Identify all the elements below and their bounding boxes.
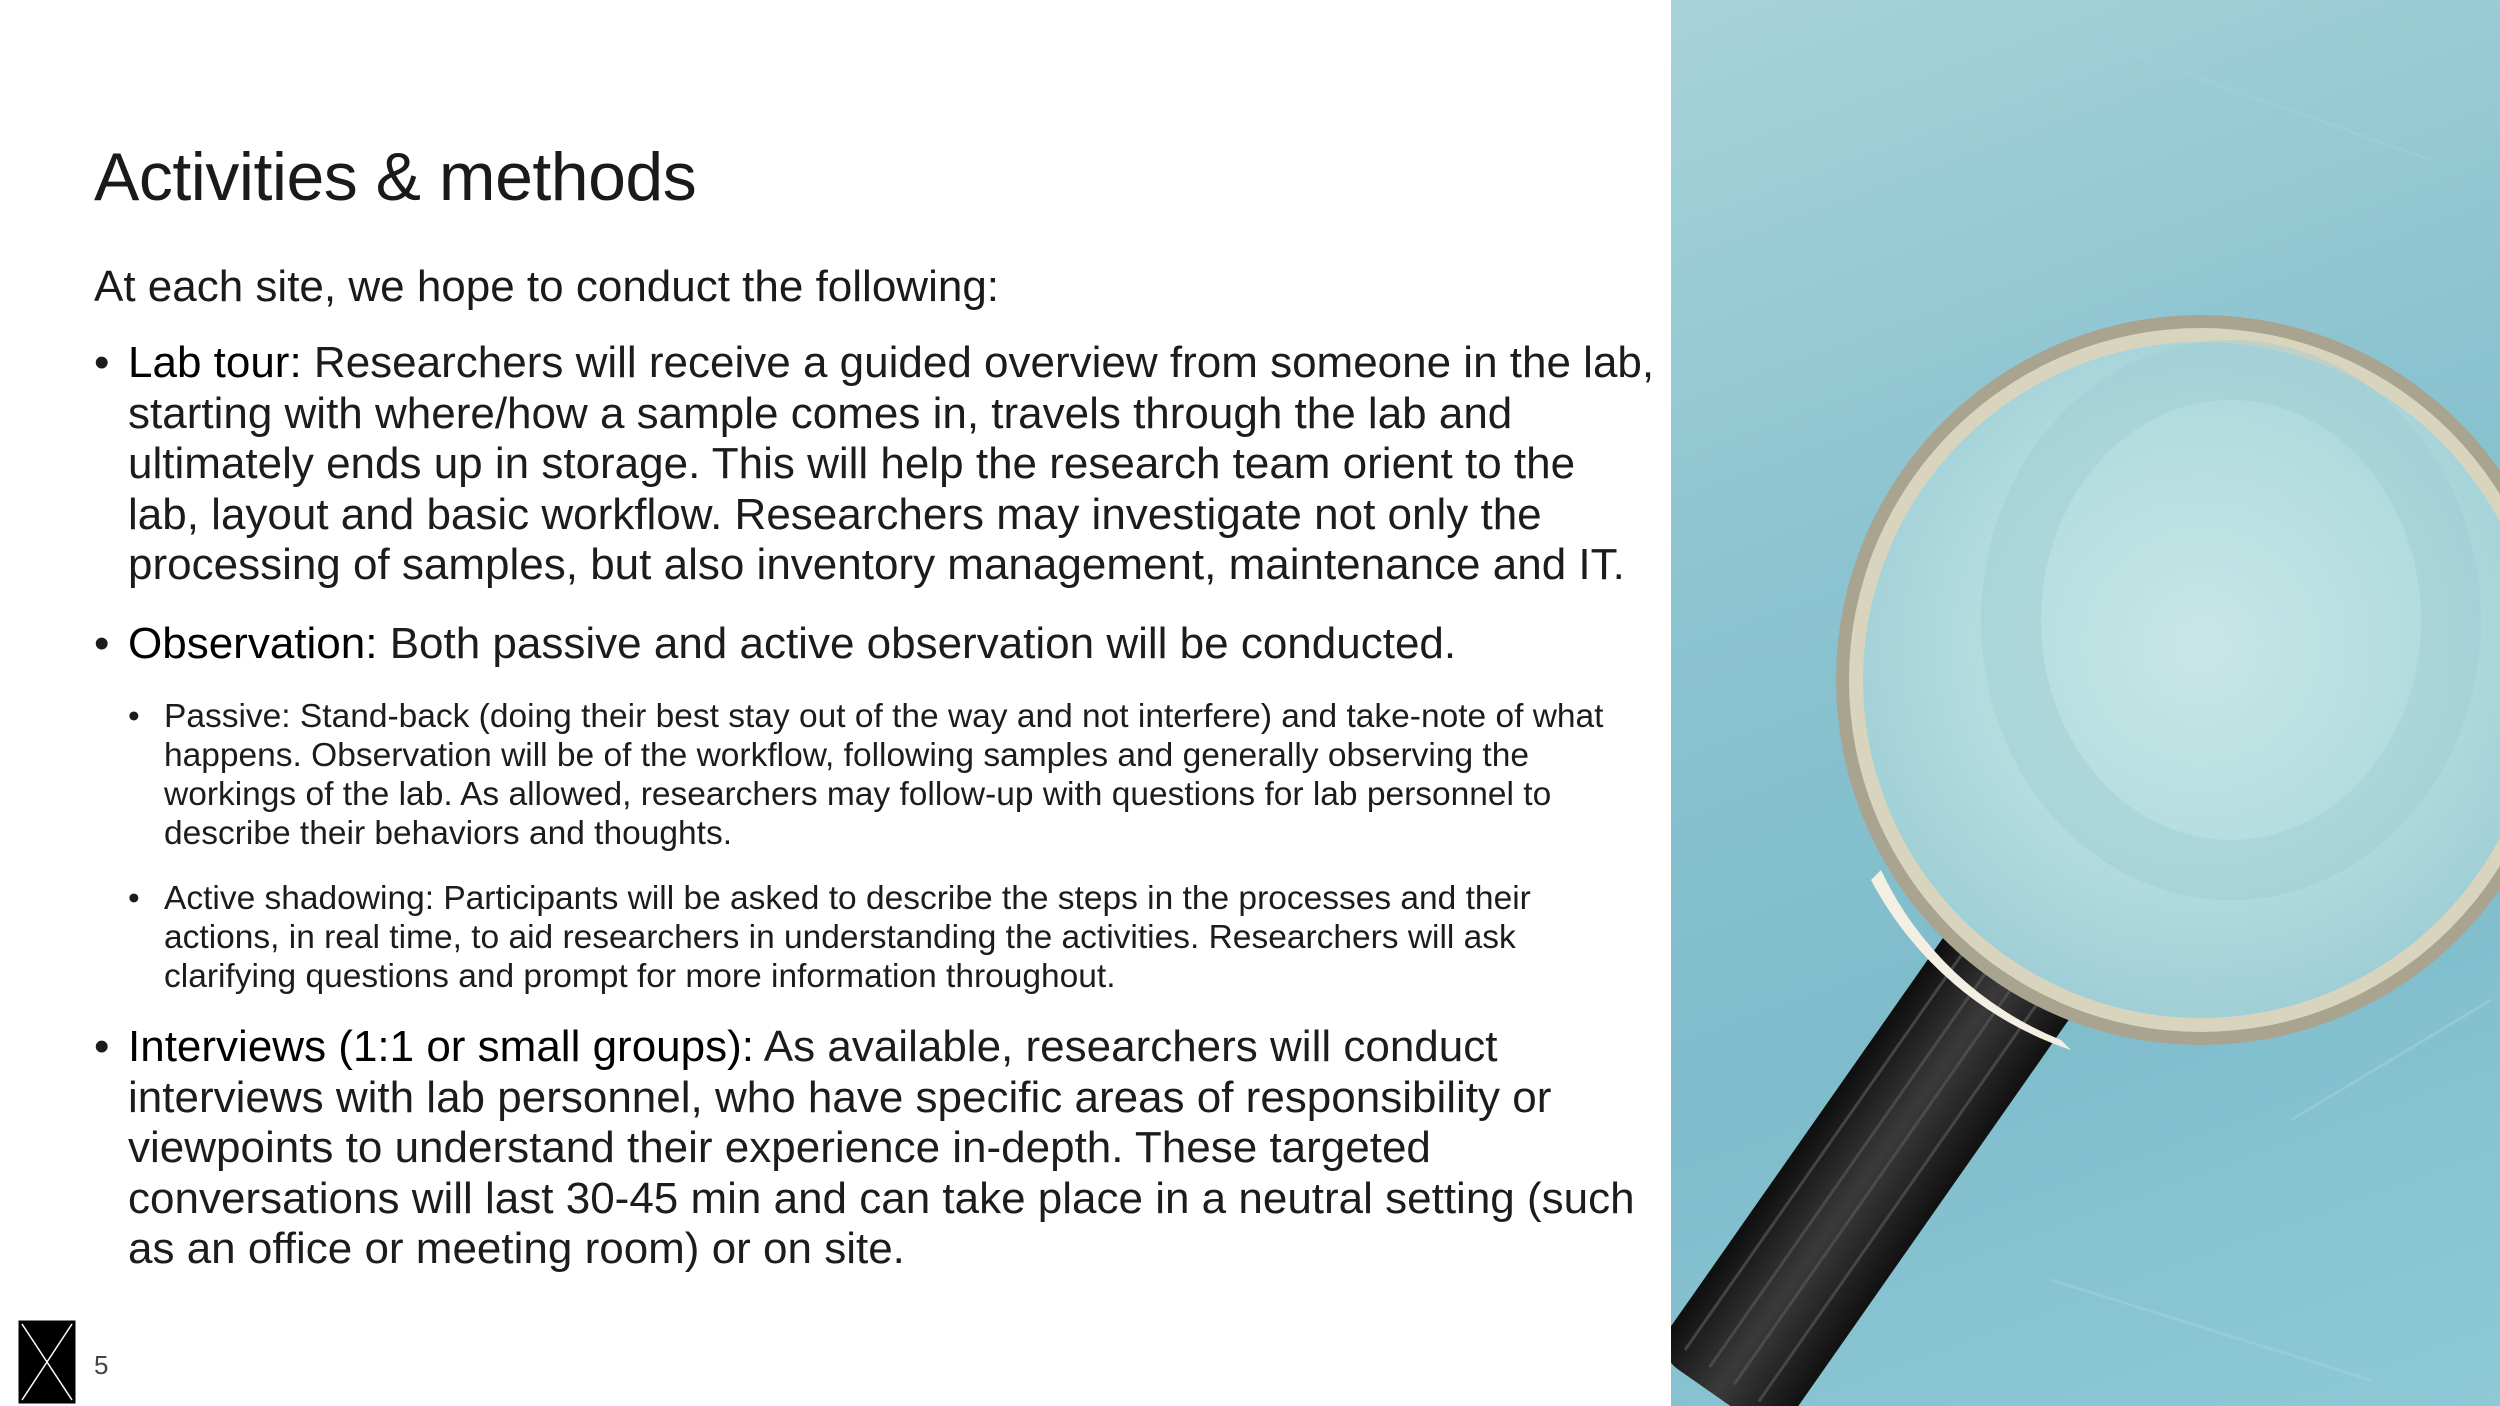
- logo-x-icon: [18, 1320, 76, 1404]
- sub-bullet-list: [128, 697, 1654, 996]
- bullet-text: As available, researchers will conduct interviews with lab personnel, who have specific areas of responsibility or viewpoints to understand their experience in-depth. These targeted conversations will last 30-45 min and can take place in a neutral setting (such as an office or meeting room) or on site.: [128, 1022, 1635, 1273]
- slide-content: [94, 0, 1654, 1406]
- bullet-list: [94, 338, 1654, 1303]
- bullet-term: Interviews (1:1 or small groups):: [128, 1022, 754, 1071]
- bullet-text: Researchers will receive a guided overview from someone in the lab, starting with where/how a sample comes in, travels through the lab and ultimately ends up in storage. This will help the research team orient to the lab, layout and basic workflow. Researchers may investigate not only the processing of samples, but also inventory management, maintenance and IT.: [128, 338, 1655, 589]
- magnifying-glass-icon: [1671, 0, 2500, 1406]
- intro-text: At each site, we hope to conduct the following:: [94, 262, 1000, 311]
- sub-bullet-passive: • Passive: Stand-back (doing their best stay out of the way and not interfere) and take-note of what happens. Observation will be of the workflow, following samples and generally observing the workings of the lab. As allowed, researchers may follow-up with questions for lab personnel to describe their behaviors and thoughts.: [128, 697, 1664, 853]
- bullet-term: Lab tour:: [128, 338, 302, 387]
- magnifying-glass-photo: [1671, 0, 2500, 1406]
- bullet-term: Observation:: [128, 618, 378, 668]
- bullet-lab-tour: [94, 338, 1658, 591]
- page-number: 5: [94, 1350, 109, 1380]
- bullet-observation: [94, 619, 1654, 997]
- bullet-interviews: [94, 1022, 1668, 1275]
- bullet-text: Both passive and active observation will be conducted.: [377, 618, 1457, 668]
- slide-title: Activities & methods: [94, 139, 697, 215]
- sub-bullet-active-shadowing: • Active shadowing: Participants will be asked to describe the steps in the processes and their actions, in real time, to aid researchers in understanding the activities. Researchers will ask clarifying questions and prompt for more information throughout.: [128, 879, 1654, 996]
